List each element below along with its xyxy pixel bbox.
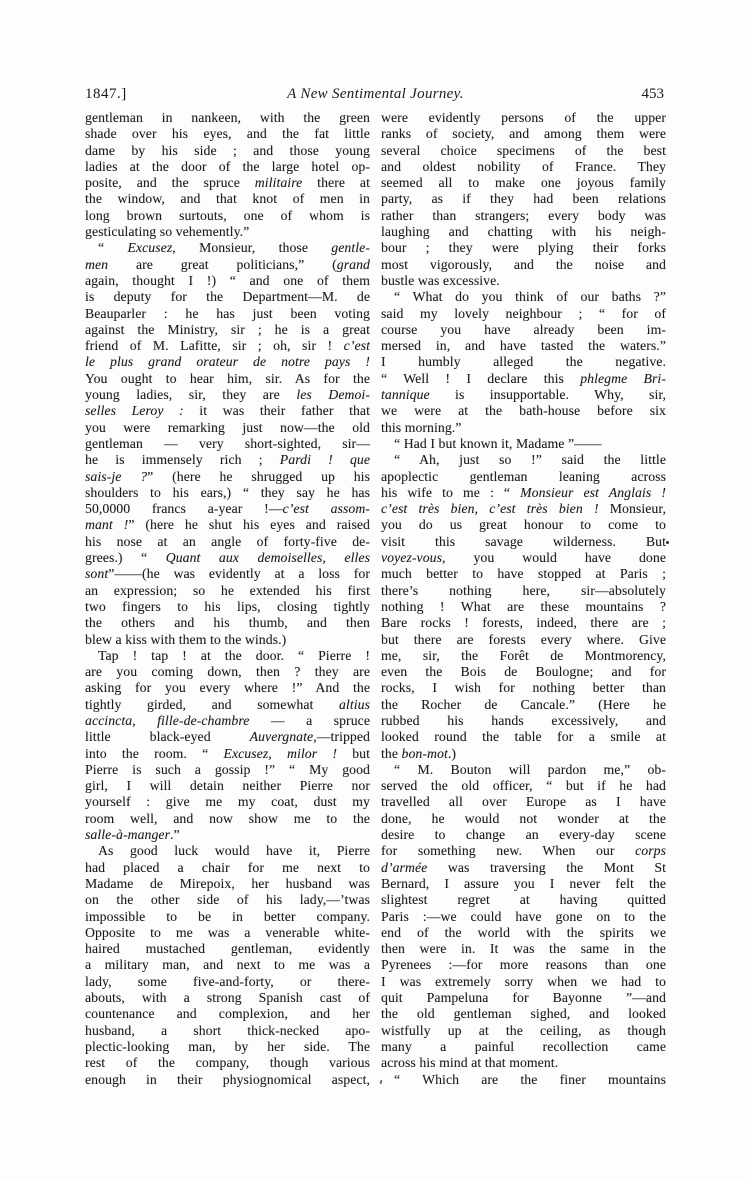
italic-phrase: grand [336, 256, 370, 272]
text-line: sais-je ?” (here he shrugged up his [85, 468, 371, 484]
text-line: served the old officer, “ but if he had [381, 778, 666, 794]
text-line: rubbed his hands excessively, and [381, 712, 666, 728]
text-line: party, as if they had been relations [381, 191, 666, 207]
text-line: Bernard, I assure you I never felt the [381, 875, 666, 891]
text-line: bour ; they were plying their forks [381, 240, 666, 256]
text-line: Beauparler : he has just been voting [85, 305, 370, 321]
text-line: me, sir, the Forêt de Montmorency, [381, 647, 666, 663]
text-line: rocks, I wish for nothing better than [381, 680, 666, 696]
text-line: quit Pampeluna for Bayonne ”—and [381, 990, 666, 1006]
text-line: “ What do you think of our baths ?” [394, 289, 666, 305]
text-line: slightest regret at having quitted [381, 892, 666, 908]
text-line: girl, I will detain neither Pierre nor [85, 778, 370, 794]
text-line: haired mustached gentleman, evidently [85, 941, 370, 957]
text-line: Opposite to me was a venerable white- [85, 924, 370, 940]
italic-phrase: phlegme Bri- [580, 370, 666, 386]
italic-phrase: les Demoi- [296, 387, 370, 403]
text-line: the bon-mot.) [381, 745, 457, 761]
text-line: bustle was excessive. [381, 272, 500, 288]
text-line: had placed a chair for me next to [85, 859, 370, 875]
text-line: As good luck would have it, Pierre [98, 843, 370, 859]
text-line: sont”——(he was evidently at a loss for [85, 566, 370, 582]
italic-phrase: accincta [85, 712, 133, 728]
text-line: looked round the table for a smile at [381, 729, 666, 745]
text-line: the others and his thumb, and then [85, 615, 370, 631]
text-line: course you have already been im- [381, 321, 666, 337]
text-line: impossible to be in better company. [85, 908, 370, 924]
text-line: against the Ministry, sir ; he is a great [85, 321, 370, 337]
text-line: much better to have stopped at Paris ; [381, 566, 666, 582]
text-line: many a painful recollection came [381, 1038, 666, 1054]
text-columns [85, 110, 666, 1088]
italic-phrase: fille-de-chambre [157, 712, 250, 728]
italic-phrase: Quant aux demoiselles, elles [165, 550, 370, 566]
text-line: countenance and complexion, and her [85, 1006, 370, 1022]
italic-phrase: Pardi ! que [279, 452, 371, 468]
text-line: most vigorously, and the noise and [381, 256, 666, 272]
text-line: husband, a short thick-necked apo- [85, 1022, 370, 1038]
italic-phrase: d’armée [381, 859, 428, 875]
text-line: accincta, fille-de-chambre — a spruce [85, 712, 370, 728]
text-line: then were in. It was the same in the [381, 941, 666, 957]
text-line: the Rocher de Cancale.” (Here he [381, 696, 666, 712]
page-number: 453 [641, 86, 664, 102]
italic-phrase: men [85, 256, 109, 272]
text-line: tightly girded, and somewhat altius [85, 696, 370, 712]
italic-phrase: militaire [254, 175, 303, 191]
text-line: c’est très bien, c’est très bien ! Monsieur, [381, 501, 667, 517]
text-line: two fingers to his lips, closing tightly [85, 598, 370, 614]
text-line: gentleman — very short-sighted, sir— [85, 435, 370, 451]
italic-phrase: c’est [343, 338, 370, 354]
text-line: we were at the bath-house before six [381, 403, 666, 419]
text-line: “ Excusez, Monsieur, those gentle- [98, 240, 370, 256]
text-line: “ Which are the finer mountains [394, 1071, 666, 1087]
italic-phrase: tannique [381, 387, 430, 403]
text-line: “ Well ! I declare this phlegme Bri- [381, 370, 666, 386]
text-line: mersed in, and have tasted the waters.” [381, 338, 666, 354]
text-line: asking for you every where !” And the [85, 680, 370, 696]
text-line: salle-à-manger.” [85, 827, 180, 843]
text-line [85, 354, 370, 370]
text-line: Tap ! tap ! at the door. “ Pierre ! [98, 647, 370, 663]
text-line: again, thought I !) “ and one of them [85, 272, 370, 288]
italic-phrase: salle-à-manger [85, 827, 171, 843]
text-line: said my lovely neighbour ; “ for of [381, 305, 666, 321]
italic-phrase: Excusez [223, 745, 269, 761]
italic-phrase: c’est assom- [282, 501, 370, 517]
text-line: “ M. Bouton will pardon me,” ob- [394, 761, 666, 777]
italic-phrase: c’est très bien, c’est très bien ! [381, 501, 599, 517]
text-line: his nose at an angle of forty-five de- [85, 533, 370, 549]
text-line: Pyrenees :—for more reasons than one [381, 957, 666, 973]
text-line: rest of the company, though various [85, 1055, 370, 1071]
text-line: apoplectic gentleman leaning across [381, 468, 666, 484]
italic-phrase: corps [635, 843, 666, 859]
text-line: selles Leroy : it was their father that [85, 403, 370, 419]
text-line: several choice specimens of the best [381, 142, 666, 158]
text-line: room well, and now show me to the [85, 810, 370, 826]
italic-phrase: mant ! [85, 517, 129, 533]
text-line: done, he would not wonder at the [381, 810, 666, 826]
text-line: enough in their physiognomical aspect, [85, 1071, 370, 1087]
text-line: into the room. “ Excusez, milor ! but [85, 745, 370, 761]
running-header [85, 86, 666, 106]
text-line: little black-eyed Auvergnate,—tripped [85, 729, 370, 745]
text-line: friend of M. Lafitte, sir ; oh, sir ! c’est [85, 338, 370, 354]
text-line: are you coming down, then ? they are [85, 664, 370, 680]
italic-phrase: voyez-vous [381, 550, 443, 566]
text-line: men are great politicians,” (grand [85, 256, 370, 272]
text-line: Pierre is such a gossip !” “ My good [85, 761, 370, 777]
text-line: ranks of society, and among them were [381, 126, 666, 142]
text-line: laughing and chatting with his neigh- [381, 224, 666, 240]
text-line: Madame de Mirepoix, her husband was [85, 875, 370, 891]
italic-phrase: Auvergnate [249, 729, 314, 745]
text-line: 50,0000 francs a-year !—c’est assom- [85, 501, 370, 517]
text-line: lady, some five-and-forty, or there- [85, 973, 370, 989]
right-column [381, 110, 666, 1088]
text-line: travelled all over Europe as I have [381, 794, 666, 810]
text-line: voyez-vous, you would have done [381, 550, 666, 566]
text-line: seemed all to make one joyous family [381, 175, 666, 191]
text-line: wistfully up at the ceiling, as though [381, 1022, 666, 1038]
ink-dot-artifact [666, 541, 669, 544]
italic-phrase: Monsieur est Anglais ! [520, 484, 666, 500]
text-line: dame by his side ; and those young [85, 142, 370, 158]
italic-phrase: altius [338, 696, 370, 712]
header-year: 1847.] [85, 86, 127, 102]
text-line: even the Bois de Boulogne; and for [381, 664, 666, 680]
text-line: mant !” (here he shut his eyes and raised [85, 517, 370, 533]
text-line: you were remarking just now—the old [85, 419, 370, 435]
text-line: a military man, and next to me was a [85, 957, 370, 973]
text-line: shoulders to his ears,) “ they say he has [85, 484, 370, 500]
italic-phrase: sais-je ? [85, 468, 148, 484]
text-line: the old gentleman sighed, and looked [381, 1006, 666, 1022]
text-line: Paris :—we could have gone on to the [381, 908, 666, 924]
text-line: and oldest nobility of France. They [381, 158, 666, 174]
text-line: shade over his eyes, and the fat little [85, 126, 370, 142]
text-line: nothing ! What are these mountains ? [381, 598, 666, 614]
text-line: Bare rocks ! forests, indeed, there are ; [381, 615, 666, 631]
text-line: yourself : give me my coat, dust my [85, 794, 370, 810]
text-line: “ Ah, just so !” said the little [394, 452, 666, 468]
text-line: end of the world with the spirits we [381, 924, 666, 940]
italic-phrase: milor ! [287, 745, 338, 761]
text-line: plectic-looking man, by her side. The [85, 1038, 370, 1054]
text-line: gentleman in nankeen, with the green [85, 110, 370, 125]
text-line: desire to change an every-day scene [381, 827, 666, 843]
text-line: long brown surtouts, one of whom is [85, 207, 370, 223]
text-line: but there are forests every where. Give [381, 631, 666, 647]
text-line: grees.) “ Quant aux demoiselles, elles [85, 550, 370, 566]
text-line: for something new. When our corps [381, 843, 666, 859]
text-line: “ Had I but known it, Madame ”—— [394, 435, 602, 451]
text-line: ladies at the door of the large hotel op- [85, 158, 370, 174]
left-column [85, 110, 370, 1088]
text-line: on the other side of his lady,—’twas [85, 892, 370, 908]
italic-phrase: bon-mot [401, 745, 448, 761]
text-line: were evidently persons of the upper [381, 110, 666, 125]
text-line: d’armée was traversing the Mont St [381, 859, 666, 875]
text-line: he is immensely rich ; Pardi ! que [85, 452, 371, 468]
text-line: his wife to me : “ Monsieur est Anglais ! [381, 484, 666, 500]
text-line: I humbly alleged the negative. [381, 354, 666, 370]
text-line: rather than strangers; every body was [381, 207, 666, 223]
text-line: the window, and that knot of men in [85, 191, 370, 207]
italic-phrase: le plus grand orateur de notre pays ! [85, 354, 370, 370]
text-line: young ladies, sir, they are les Demoi- [85, 387, 370, 403]
text-line: posite, and the spruce militaire there at [85, 175, 370, 191]
text-line: blew a kiss with them to the winds.) [85, 631, 287, 647]
page-title: A New Sentimental Journey. [287, 86, 464, 102]
text-line: is deputy for the Department—M. de [85, 289, 370, 305]
text-line: this morning.” [381, 419, 462, 435]
text-line: gesticulating so vehemently.” [85, 224, 250, 240]
italic-phrase: Excusez [127, 240, 173, 256]
text-line: visit this savage wilderness. But [381, 533, 666, 549]
text-line: across his mind at that moment. [381, 1055, 559, 1071]
italic-phrase: gentle- [331, 240, 370, 256]
text-line: abouts, with a strong Spanish cast of [85, 990, 370, 1006]
text-line: tannique is insupportable. Why, sir, [381, 387, 666, 403]
text-line: I was extremely sorry when we had to [381, 973, 666, 989]
text-line: an expression; so he extended his first [85, 582, 370, 598]
italic-phrase: selles Leroy : [85, 403, 184, 419]
text-line: there’s nothing here, sir—absolutely [381, 582, 666, 598]
text-line: You ought to hear him, sir. As for the [85, 370, 370, 386]
italic-phrase: sont [85, 566, 109, 582]
text-line: you do us great honour to come to [381, 517, 666, 533]
